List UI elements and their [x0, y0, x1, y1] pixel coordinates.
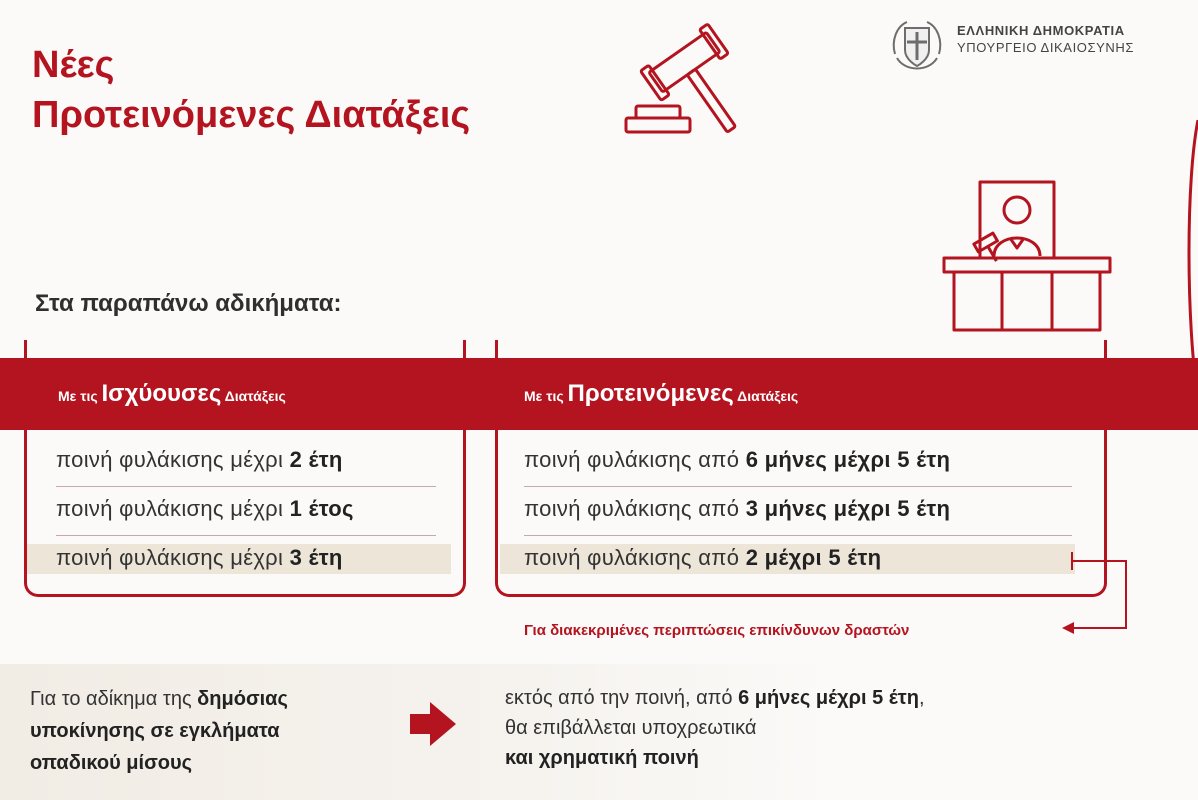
current-row-value: 3 έτη — [289, 545, 343, 570]
penalty-bold-2: και χρηματική ποινή — [505, 747, 699, 769]
coat-of-arms-icon — [885, 14, 949, 78]
proposed-row — [524, 545, 881, 571]
title-line-2: Προτεινόμενες Διατάξεις — [32, 94, 471, 136]
current-row-text: ποινή φυλάκισης μέχρι — [56, 496, 290, 521]
proposed-row — [524, 447, 950, 473]
row-divider — [524, 486, 1072, 487]
gavel-icon — [620, 18, 770, 143]
current-row-text: ποινή φυλάκισης μέχρι — [56, 545, 290, 570]
republic-label: ΕΛΛΗΝΙΚΗ ΔΗΜΟΚΡΑΤΙΑ — [957, 23, 1125, 38]
proposed-row-value: 3 μήνες μέχρι 5 έτη — [745, 496, 951, 521]
ministry-label: ΥΠΟΥΡΓΕΙΟ ΔΙΚΑΙΟΣΥΝΗΣ — [957, 40, 1135, 55]
penalty-bold-1: 6 μήνες μέχρι 5 έτη — [738, 687, 919, 709]
penalty-description — [505, 683, 1105, 773]
proposed-header-suffix: Διατάξεις — [733, 388, 799, 404]
proposed-row-value: 6 μήνες μέχρι 5 έτη — [745, 447, 951, 472]
ministry-text — [957, 22, 1198, 56]
current-header-suffix: Διατάξεις — [221, 388, 286, 404]
proposed-header — [524, 380, 798, 408]
penalty-text-1: εκτός από την ποινή, από — [505, 687, 739, 709]
section-subtitle: Στα παραπάνω αδικήματα: — [35, 290, 342, 317]
proposed-row-text: ποινή φυλάκισης από — [524, 447, 746, 472]
offence-bold-1: δημόσιας — [197, 688, 288, 710]
connector-arrow-icon — [1060, 548, 1140, 638]
title-line-1: Νέες — [32, 44, 115, 86]
current-header-big: Ισχύουσες — [101, 380, 222, 407]
judge-icon — [940, 176, 1115, 336]
current-row-value: 1 έτος — [289, 496, 354, 521]
arrow-right-icon — [408, 700, 458, 748]
proposed-row-value: 2 μέχρι 5 έτη — [745, 545, 882, 570]
proposed-header-prefix: Με τις — [524, 388, 568, 404]
dangerous-offenders-note: Για διακεκριμένες περιπτώσεις επικίνδυνων δραστών — [524, 622, 910, 639]
offence-bold-2: υποκίνησης σε εγκλήματα — [30, 720, 280, 742]
penalty-text-2: θα επιβάλλεται υποχρεωτικά — [505, 717, 757, 739]
current-row-text: ποινή φυλάκισης μέχρι — [56, 447, 290, 472]
page-title — [32, 40, 470, 140]
current-row — [56, 496, 354, 522]
current-header-prefix: Με τις — [58, 388, 102, 404]
current-row-value: 2 έτη — [289, 447, 343, 472]
proposed-row — [524, 496, 950, 522]
proposed-header-big: Προτεινόμενες — [567, 380, 734, 407]
row-divider — [56, 535, 436, 536]
row-divider — [56, 486, 436, 487]
current-row — [56, 447, 343, 473]
current-header — [58, 380, 286, 408]
row-divider — [524, 535, 1072, 536]
offence-text: Για το αδίκημα της — [30, 688, 198, 710]
proposed-row-text: ποινή φυλάκισης από — [524, 496, 746, 521]
current-row — [56, 545, 343, 571]
offence-bold-3: οπαδικού μίσους — [30, 752, 193, 774]
offence-description — [30, 683, 400, 779]
ministry-header — [885, 14, 1135, 83]
penalty-comma: , — [918, 687, 925, 709]
proposed-row-text: ποινή φυλάκισης από — [524, 545, 746, 570]
